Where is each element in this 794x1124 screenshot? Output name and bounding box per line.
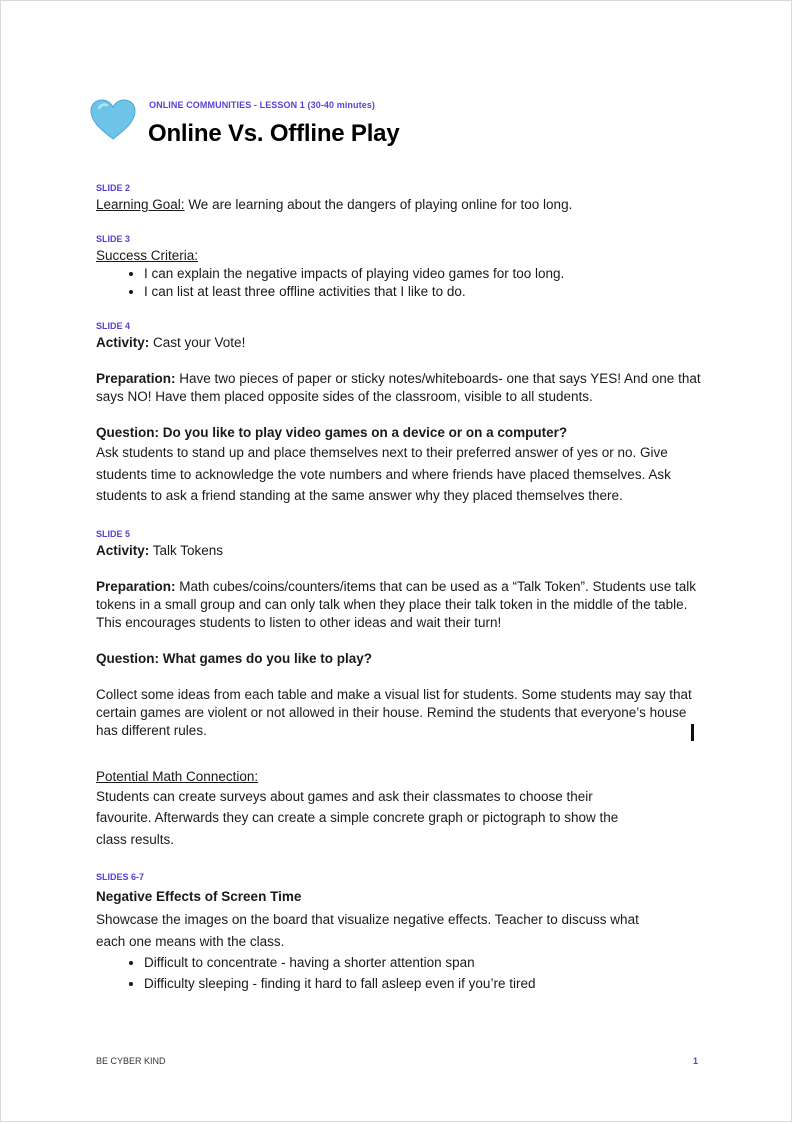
lesson-content <box>96 183 701 994</box>
slide-5-label: SLIDE 5 <box>96 528 131 539</box>
question-heading <box>96 650 701 668</box>
preparation-text: Have two pieces of paper or sticky notes/whiteboards- one that says YES! And one that says NO! Have them placed opposite sides of the classroom, visible to all students. <box>96 371 701 404</box>
success-criteria-label: Success Criteria: <box>96 248 199 263</box>
success-criteria-list <box>96 265 701 301</box>
list-item: • Difficulty sleeping - finding it hard to fall asleep even if you’re tired <box>144 973 701 994</box>
negative-effects-list <box>96 952 701 994</box>
learning-goal-text: We are learning about the dangers of playing online for too long. <box>184 197 573 212</box>
page-number: 1 <box>693 1056 699 1066</box>
preparation-text: Math cubes/coins/counters/items that can be used as a “Talk Token”. Students use talk tokens in a small group and can only talk when they place their talk token in the middle of the table. This encourages students to listen to other ideas and wait their turn! <box>96 578 697 630</box>
math-connection-label: Potential Math Connection: <box>96 768 259 784</box>
preparation-paragraph <box>96 370 701 406</box>
preparation-label: Preparation: <box>96 371 176 386</box>
slide-2-label: SLIDE 2 <box>96 183 131 193</box>
slide-4-label: SLIDE 4 <box>96 321 131 331</box>
activity-line <box>96 542 701 560</box>
heart-icon <box>90 99 136 141</box>
learning-goal-label: Learning Goal: <box>96 197 185 212</box>
question-text: Question: Do you like to play video games on a device or on a computer? <box>96 425 568 440</box>
page-title: Online Vs. Offline Play <box>148 120 400 147</box>
learning-goal <box>96 196 701 214</box>
slide-3-label: SLIDE 3 <box>96 234 131 244</box>
list-item: • I can explain the negative impacts of playing video games for too long. <box>144 265 701 283</box>
math-connection-text: Students can create surveys about games and ask their classmates to choose their favourite. Afterwards they can create a simple concrete graph or pictograph to show the class results. <box>96 788 619 847</box>
list-item: • I can list at least three offline activities that I like to do. <box>144 283 701 301</box>
list-item: • Difficult to concentrate - having a shorter attention span <box>144 952 701 973</box>
activity-text: Cast your Vote! <box>149 335 246 350</box>
section-heading-text: Negative Effects of Screen Time <box>96 889 302 904</box>
text-cursor <box>691 724 694 741</box>
footer-brand: BE CYBER KIND <box>96 1056 166 1066</box>
question-body: Collect some ideas from each table and make a visual list for students. Some students may say that certain games are violent or not allowed in their house. Remind the students that everyone’s house has different rules. <box>96 686 692 738</box>
section-heading <box>96 888 701 906</box>
activity-line <box>96 334 701 352</box>
preparation-paragraph <box>96 578 701 632</box>
preparation-label: Preparation: <box>96 578 176 594</box>
question-heading <box>96 424 701 442</box>
activity-label: Activity: <box>96 542 150 558</box>
question-body: Ask students to stand up and place themselves next to their preferred answer of yes or no. Give students time to acknowledge the vote numbers and where friends have placed themselves. Ask students to ask a friend standing at the same answer why they placed themselves there. <box>96 445 671 503</box>
section-body: Showcase the images on the board that visualize negative effects. Teacher to discuss what each one means with the class. <box>96 912 639 949</box>
lesson-kicker: ONLINE COMMUNITIES - LESSON 1 (30-40 minutes) <box>149 100 376 110</box>
slides-6-7-label: SLIDES 6-7 <box>96 872 145 882</box>
activity-text: Talk Tokens <box>149 542 224 558</box>
activity-label: Activity: <box>96 335 150 350</box>
question-text: Question: What games do you like to play? <box>96 650 373 666</box>
